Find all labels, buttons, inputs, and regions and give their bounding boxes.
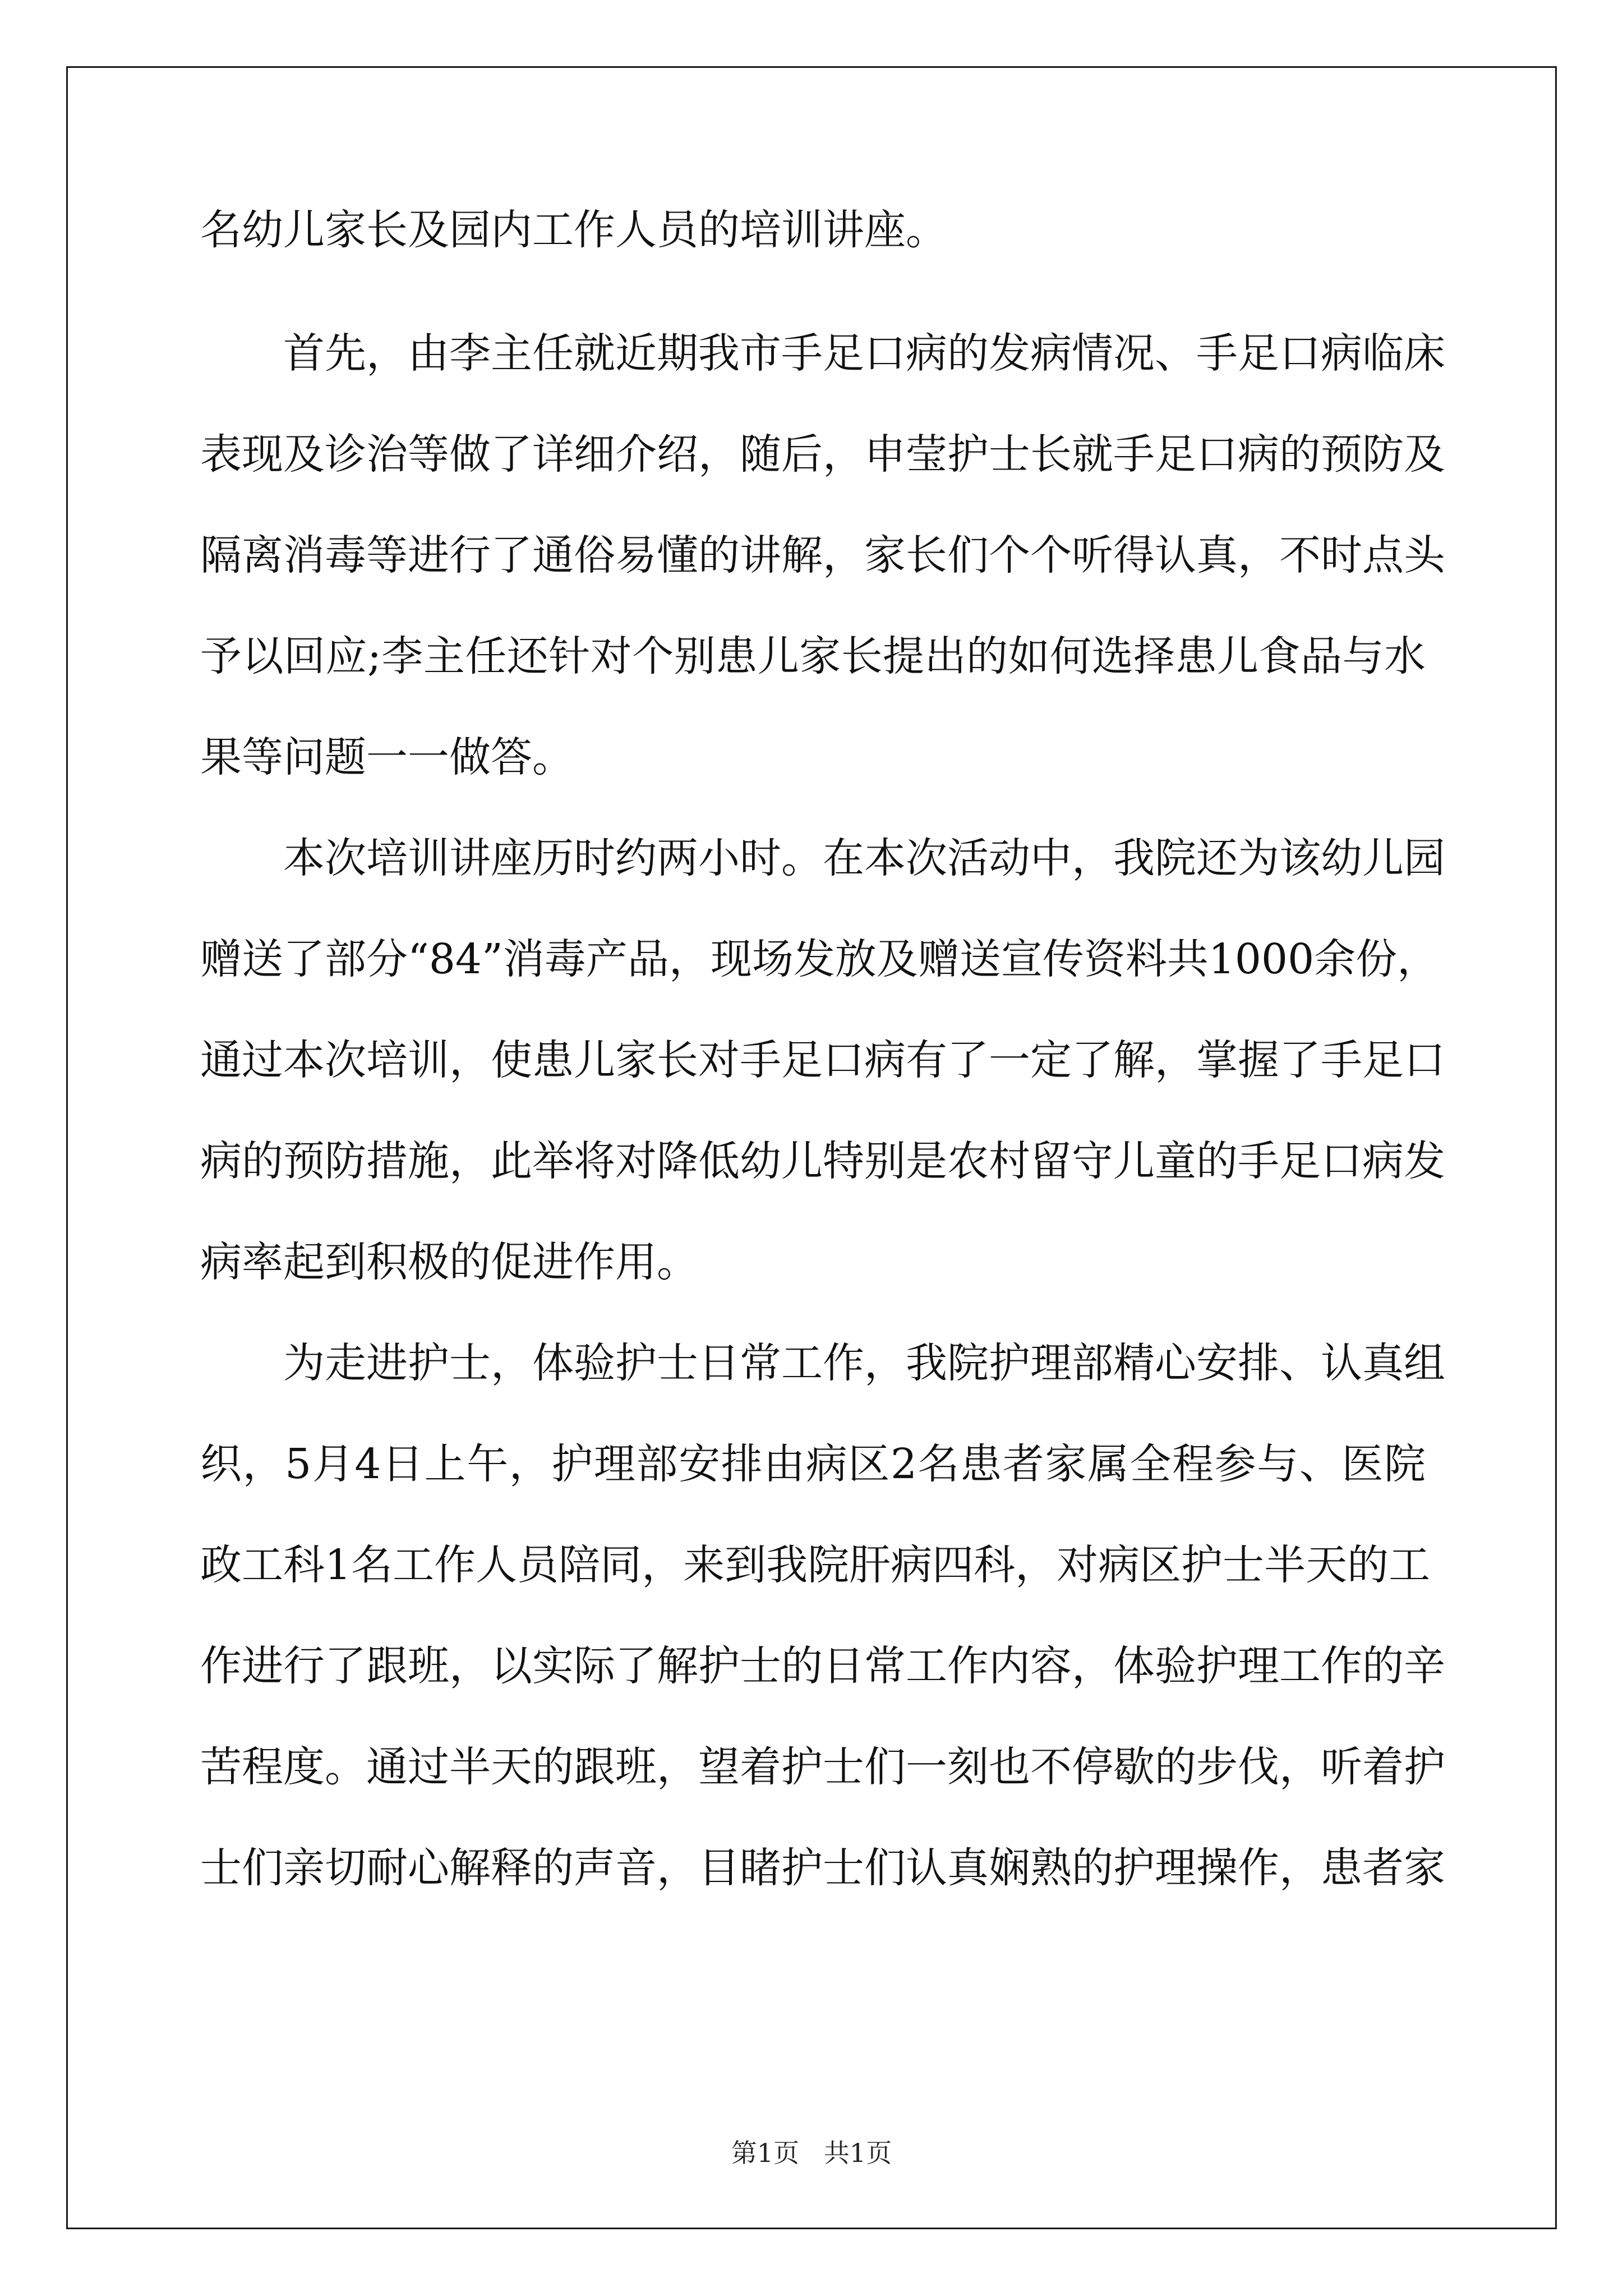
text-line: 名幼儿家长及园内工作人员的培训讲座。 [200,206,947,254]
paragraph-start-line: 首先，由李主任就近期我市手足口病的发病情况、手足口病临床 [283,329,1445,378]
text-line: 苦程度。通过半天的跟班，望着护士们一刻也不停歇的步伐，听着护 [200,1743,1445,1791]
text-line: 士们亲切耐心解释的声音，目睹护士们认真娴熟的护理操作，患者家 [200,1844,1445,1892]
text-line: 政工科1名工作人员陪同，来到我院肝病四科，对病区护士半天的工 [200,1541,1431,1589]
text-line: 予以回应;李主任还针对个别患儿家长提出的如何选择患儿食品与水 [200,632,1426,680]
text-line: 表现及诊治等做了详细介绍，随后，申莹护士长就手足口病的预防及 [200,430,1445,478]
text-line: 通过本次培训，使患儿家长对手足口病有了一定了解，掌握了手足口 [200,1036,1445,1084]
text-line: 病的预防措施，此举将对降低幼儿特别是农村留守儿童的手足口病发 [200,1137,1445,1185]
paragraph-start-line: 本次培训讲座历时约两小时。在本次活动中，我院还为该幼儿园 [283,834,1445,882]
text-line: 果等问题一一做答。 [200,733,574,781]
paragraph-start-line: 为走进护士，体验护士日常工作，我院护理部精心安排、认真组 [283,1339,1445,1387]
text-line: 织，5月4日上午，护理部安排由病区2名患者家属全程参与、医院 [200,1440,1426,1488]
text-line: 作进行了跟班，以实际了解护士的日常工作内容，体验护理工作的辛 [200,1642,1445,1690]
text-line: 赠送了部分“84”消毒产品，现场发放及赠送宣传资料共1000余份， [200,935,1439,983]
page-footer: 第1页 共1页 [731,2138,892,2168]
text-line: 病率起到积极的促进作用。 [200,1238,698,1286]
text-line: 隔离消毒等进行了通俗易懂的讲解，家长们个个听得认真，不时点头 [200,531,1445,579]
